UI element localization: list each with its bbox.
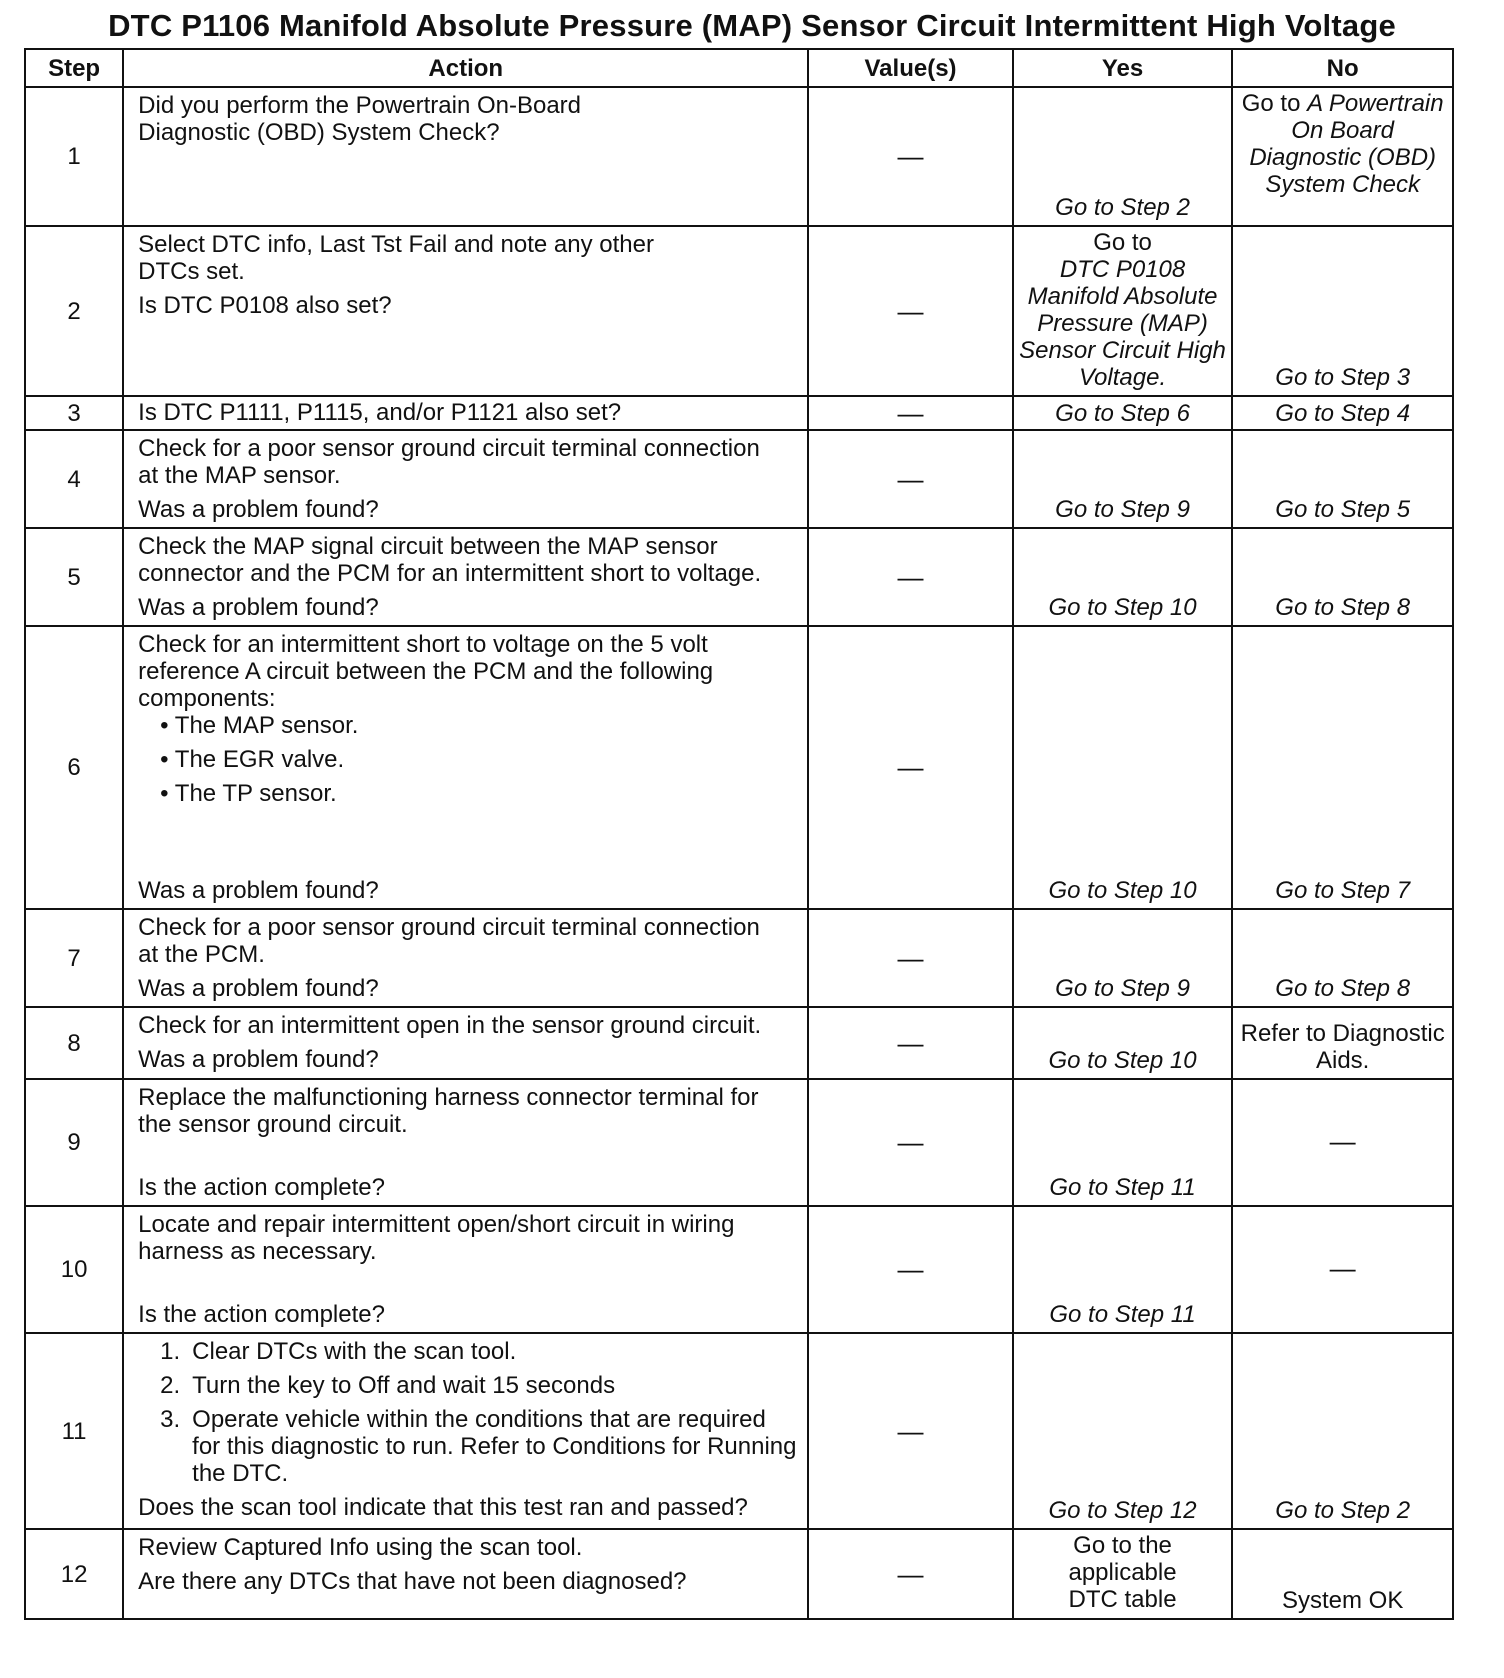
table-row [25, 528, 1453, 626]
value-cell: — [808, 1007, 1012, 1079]
step-number: 6 [25, 626, 123, 909]
value-cell: — [808, 226, 1012, 396]
yes-cell: Go to Step 10 [1013, 626, 1233, 909]
table-row [25, 226, 1453, 396]
action-cell [123, 430, 808, 528]
action-cell [123, 1206, 808, 1333]
action-line: connector and the PCM for an intermittent short to voltage. [138, 560, 762, 587]
action-line: components: [138, 685, 276, 712]
table-row [25, 1007, 1453, 1079]
action-line: Replace the malfunctioning harness connector terminal for [138, 1084, 759, 1111]
action-question: Is the action complete? [138, 1174, 385, 1201]
action-line: Check for an intermittent open in the sensor ground circuit. [138, 1012, 762, 1039]
table-row [25, 1206, 1453, 1333]
action-line: DTCs set. [138, 258, 245, 285]
value-cell: — [808, 909, 1012, 1007]
action-cell [123, 626, 808, 909]
action-question: Is DTC P0108 also set? [138, 292, 392, 319]
step-number: 12 [25, 1529, 123, 1619]
yes-cell [1013, 226, 1233, 396]
header-step: Step [25, 49, 123, 87]
action-question: Was a problem found? [138, 877, 379, 904]
step-number: 9 [25, 1079, 123, 1206]
action-question: Was a problem found? [138, 594, 379, 621]
table-row [25, 87, 1453, 226]
yes-link-text: DTC P0108 Manifold Absolute Pressure (MAP) Sensor Circuit High Voltage. [1019, 256, 1226, 391]
yes-cell: Go to the applicable DTC table [1013, 1529, 1233, 1619]
step-number: 7 [25, 909, 123, 1007]
action-line: Check for an intermittent short to voltage on the 5 volt [138, 631, 708, 658]
table-row [25, 626, 1453, 909]
no-cell: System OK [1232, 1529, 1453, 1619]
table-row [25, 396, 1453, 430]
no-cell: Go to Step 7 [1232, 626, 1453, 909]
numbered-item: 1. Clear DTCs with the scan tool. [160, 1338, 517, 1365]
yes-cell: Go to Step 6 [1013, 396, 1233, 430]
action-question: Are there any DTCs that have not been diagnosed? [138, 1568, 687, 1595]
value-cell: — [808, 626, 1012, 909]
no-link-text: A Powertrain On Board Diagnostic (OBD) System Check [1249, 90, 1444, 198]
step-number: 2 [25, 226, 123, 396]
step-number: 4 [25, 430, 123, 528]
action-cell [123, 226, 808, 396]
header-no: No [1232, 49, 1453, 87]
action-cell [123, 1529, 808, 1619]
no-cell: Refer to Diagnostic Aids. [1232, 1007, 1453, 1079]
action-cell [123, 87, 808, 226]
bullet-item: • The MAP sensor. [160, 712, 359, 739]
numbered-item: 2. Turn the key to Off and wait 15 seconds [160, 1372, 616, 1399]
action-line: Locate and repair intermittent open/short circuit in wiring [138, 1211, 735, 1238]
header-values: Value(s) [808, 49, 1012, 87]
numbered-item: 3. Operate vehicle within the conditions that are required for this diagnostic to run. Refer to Conditions for Running the DTC. [160, 1406, 797, 1487]
yes-cell: Go to Step 2 [1013, 87, 1233, 226]
action-cell [123, 909, 808, 1007]
header-row [25, 49, 1453, 87]
table-row [25, 1333, 1453, 1529]
header-yes: Yes [1013, 49, 1233, 87]
yes-cell: Go to Step 11 [1013, 1206, 1233, 1333]
value-cell: — [808, 430, 1012, 528]
yes-cell: Go to Step 11 [1013, 1079, 1233, 1206]
action-line: Check for a poor sensor ground circuit terminal connection [138, 435, 760, 462]
no-cell: — [1232, 1079, 1453, 1206]
action-cell [123, 1333, 808, 1529]
value-cell: — [808, 87, 1012, 226]
action-line: Check the MAP signal circuit between the MAP sensor [138, 533, 718, 560]
action-line: at the PCM. [138, 941, 265, 968]
yes-cell: Go to Step 10 [1013, 528, 1233, 626]
action-cell [123, 396, 808, 430]
bullet-item: • The EGR valve. [160, 746, 345, 773]
action-cell [123, 528, 808, 626]
no-cell [1232, 87, 1453, 226]
action-line: Check for a poor sensor ground circuit terminal connection [138, 914, 760, 941]
yes-prefix: Go to [1093, 229, 1152, 256]
action-line: at the MAP sensor. [138, 462, 341, 489]
value-cell: — [808, 1333, 1012, 1529]
header-action: Action [123, 49, 808, 87]
action-question: Was a problem found? [138, 1046, 379, 1073]
action-question: Was a problem found? [138, 496, 379, 523]
action-line: harness as necessary. [138, 1238, 377, 1265]
step-number: 8 [25, 1007, 123, 1079]
no-cell: — [1232, 1206, 1453, 1333]
no-prefix: Go to [1241, 90, 1301, 117]
step-number: 5 [25, 528, 123, 626]
table-row [25, 909, 1453, 1007]
action-line: Select DTC info, Last Tst Fail and note any other [138, 231, 654, 258]
action-line: the sensor ground circuit. [138, 1111, 408, 1138]
action-question: Was a problem found? [138, 975, 379, 1002]
step-number: 1 [25, 87, 123, 226]
yes-cell: Go to Step 10 [1013, 1007, 1233, 1079]
no-cell: Go to Step 8 [1232, 909, 1453, 1007]
no-cell: Go to Step 5 [1232, 430, 1453, 528]
yes-cell: Go to Step 9 [1013, 909, 1233, 1007]
step-number: 3 [25, 396, 123, 430]
bullet-item: • The TP sensor. [160, 780, 337, 807]
table-row [25, 1079, 1453, 1206]
no-cell: Go to Step 2 [1232, 1333, 1453, 1529]
no-cell: Go to Step 4 [1232, 396, 1453, 430]
action-line: Did you perform the Powertrain On-Board [138, 92, 582, 119]
action-line: reference A circuit between the PCM and the following [138, 658, 714, 685]
table-row [25, 1529, 1453, 1619]
no-cell: Go to Step 8 [1232, 528, 1453, 626]
diagnostic-table [24, 48, 1454, 1620]
table-row [25, 430, 1453, 528]
page-title: DTC P1106 Manifold Absolute Pressure (MAP) Sensor Circuit Intermittent High Voltage [108, 8, 1396, 43]
yes-cell: Go to Step 12 [1013, 1333, 1233, 1529]
value-cell: — [808, 1529, 1012, 1619]
action-question: Does the scan tool indicate that this test ran and passed? [138, 1494, 748, 1521]
action-line: Diagnostic (OBD) System Check? [138, 119, 500, 146]
action-line: Is DTC P1111, P1115, and/or P1121 also set? [138, 399, 622, 426]
value-cell: — [808, 1079, 1012, 1206]
value-cell: — [808, 528, 1012, 626]
action-line: Review Captured Info using the scan tool. [138, 1534, 583, 1561]
value-cell: — [808, 396, 1012, 430]
no-cell: Go to Step 3 [1232, 226, 1453, 396]
step-number: 11 [25, 1333, 123, 1529]
action-cell [123, 1079, 808, 1206]
step-number: 10 [25, 1206, 123, 1333]
action-question: Is the action complete? [138, 1301, 385, 1328]
value-cell: — [808, 1206, 1012, 1333]
action-cell [123, 1007, 808, 1079]
yes-cell: Go to Step 9 [1013, 430, 1233, 528]
